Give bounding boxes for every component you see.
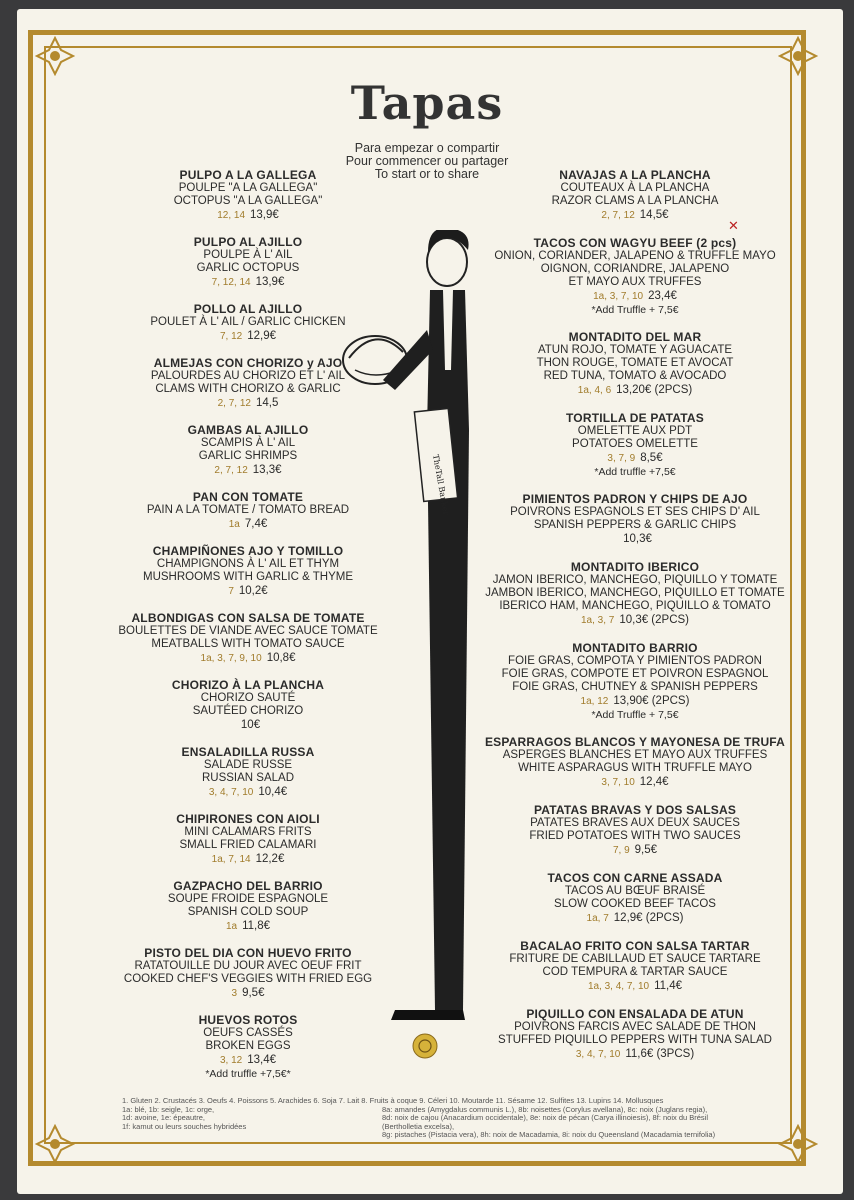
menu-item-meta (470, 532, 800, 547)
menu-item-description: JAMBON IBERICO, MANCHEGO, PIQUILLO ET TOMATE (485, 587, 785, 599)
menu-item-description: GARLIC SHRIMPS (198, 450, 298, 462)
allergen-codes: 1a, 3, 7, 10 (593, 291, 644, 302)
menu-item-name: CHAMPIÑONES AJO Y TOMILLO (152, 544, 344, 558)
menu-item-price: 8,5€ (640, 452, 663, 464)
allergen-codes: 1a, 7 (586, 913, 609, 924)
menu-item-name: ALMEJAS CON CHORIZO y AJO (153, 356, 343, 370)
menu-item-name: MONTADITO BARRIO (572, 641, 698, 655)
menu-item-name: TORTILLA DE PATATAS (565, 411, 704, 425)
menu-item-name: BACALAO FRITO CON SALSA TARTAR (520, 939, 750, 953)
menu-item-meta (470, 208, 800, 223)
menu-item-description: RAZOR CLAMS A LA PLANCHA (551, 195, 719, 207)
menu-item-name: ESPARRAGOS BLANCOS Y MAYONESA DE TRUFA (484, 735, 786, 749)
menu-item-price: 14,5€ (639, 209, 669, 221)
menu-item-price: 12,9€ (2PCS) (613, 912, 684, 924)
allergen-legend-gluten (122, 1106, 362, 1140)
menu-item-name: CHIPIRONES CON AIOLI (176, 812, 320, 826)
menu-item-description: SPANISH COLD SOUP (187, 906, 309, 918)
menu-item-price: 11,4€ (654, 980, 683, 992)
menu-item-name: ENSALADILLA RUSSA (181, 745, 315, 759)
ornament-icon (35, 1124, 75, 1164)
menu-item-meta (470, 451, 800, 466)
legend-line: 8d: noix de cajou (Anacardium occidentale), 8e: noix de pécan (Carya illinoiesis), 8f: noix du Brésil (382, 1113, 709, 1122)
apron-text: TheTall Banker (431, 453, 451, 516)
menu-item-meta (470, 775, 800, 790)
allergen-codes: 3, 7, 9 (607, 453, 636, 464)
allergen-codes: 1a (228, 519, 240, 530)
menu-item-price: 11,6€ (3PCS) (625, 1048, 695, 1060)
menu-item-name: PISTO DEL DIA CON HUEVO FRITO (144, 946, 352, 960)
menu-item-price: 10,8€ (266, 652, 296, 664)
ornament-icon (778, 1124, 818, 1164)
menu-item-description: COUTEAUX À LA PLANCHA (560, 182, 710, 194)
menu-item-meta (470, 1047, 800, 1062)
allergen-codes: 2, 7, 12 (214, 465, 248, 476)
menu-item-price: 9,5€ (242, 987, 265, 999)
menu-item-description: FOIE GRAS, COMPOTE ET POIVRON ESPAGNOL (501, 668, 769, 680)
menu-item-price: 10,3€ (623, 533, 652, 545)
menu-item-name: GAMBAS AL AJILLO (187, 423, 309, 437)
allergen-codes: 7, 12 (219, 331, 243, 342)
menu-item-price: 13,20€ (2PCS) (616, 384, 693, 396)
legend-line: (Bertholletia excelsa), (382, 1121, 455, 1131)
menu-item-description: SCAMPIS À L' AIL (200, 437, 296, 449)
allergen-codes: 3, 12 (219, 1055, 243, 1066)
menu-item (470, 236, 800, 317)
menu-item (470, 735, 800, 790)
menu-item-description: FOIE GRAS, CHUTNEY & SPANISH PEPPERS (512, 681, 758, 693)
menu-item-price: 13,9€ (255, 276, 285, 288)
menu-item-name: CHORIZO À LA PLANCHA (171, 678, 325, 692)
menu-item-price: 23,4€ (648, 290, 677, 302)
menu-item-description: GARLIC OCTOPUS (196, 262, 300, 274)
menu-item-description: SPANISH PEPPERS & GARLIC CHIPS (533, 519, 737, 531)
legend-line: 1f: kamut ou leurs souches hybridées (122, 1121, 247, 1131)
menu-item-addon: *Add Truffle + 7,5€ (591, 709, 679, 721)
menu-item-description: POULPE "A LA GALLEGA" (178, 182, 318, 194)
menu-item-description: BROKEN EGGS (205, 1040, 291, 1052)
menu-item-description: FOIE GRAS, COMPOTA Y PIMIENTOS PADRON (508, 655, 762, 667)
menu-item-description: STUFFED PIQUILLO PEPPERS WITH TUNA SALAD (498, 1034, 772, 1046)
menu-item-price: 13,90€ (2PCS) (613, 695, 690, 707)
menu-item-description: OEUFS CASSÉS (203, 1027, 293, 1039)
menu-item-meta (83, 208, 413, 223)
allergen-codes: 1a (225, 921, 238, 932)
menu-item (470, 641, 800, 722)
allergen-codes: 7, 9 (612, 845, 630, 856)
subtitle-line: Pour commencer ou partager (345, 154, 509, 168)
menu-item-addon: *Add truffle +7,5€* (205, 1068, 291, 1080)
menu-item (470, 1007, 800, 1062)
menu-item-description: OCTOPUS "A LA GALLEGA" (173, 195, 323, 207)
menu-item-price: 10,3€ (2PCS) (619, 614, 690, 626)
menu-item-description: MUSHROOMS WITH GARLIC & THYME (143, 571, 353, 583)
allergen-codes: 1a, 7, 14 (211, 854, 251, 865)
menu-item-meta (470, 289, 800, 304)
menu-item-description: SOUPE FROIDE ESPAGNOLE (167, 893, 329, 905)
legend-line: 1a: blé, 1b: seigle, 1c: orge, (122, 1104, 215, 1114)
menu-item-description: CLAMS WITH CHORIZO & GARLIC (155, 383, 341, 395)
menu-item-description: SALADE RUSSE (203, 759, 293, 771)
menu-item-description: POIVRONS ESPAGNOLS ET SES CHIPS D' AIL (510, 506, 760, 518)
menu-item-name: TACOS CON CARNE ASSADA (547, 871, 723, 885)
menu-item-description: CHAMPIGNONS À L' AIL ET THYM (156, 558, 340, 570)
menu-item-price: 13,3€ (252, 464, 282, 476)
menu-item (470, 168, 800, 223)
menu-item-description: ET MAYO AUX TRUFFES (568, 276, 702, 288)
menu-item-description: TACOS AU BŒUF BRAISÉ (564, 885, 706, 897)
allergen-codes: 1a, 3, 7 (580, 615, 615, 626)
menu-item-description: POTATOES OMELETTE (572, 438, 698, 450)
menu-item-name: ALBONDIGAS CON SALSA DE TOMATE (131, 611, 365, 625)
menu-item-description: POIVRONS FARCIS AVEC SALADE DE THON (514, 1021, 756, 1033)
menu-item (83, 168, 413, 223)
allergen-legend (122, 1097, 742, 1140)
menu-item (470, 330, 800, 398)
menu-item-description: WHITE ASPARAGUS WITH TRUFFLE MAYO (518, 762, 752, 774)
menu-item-name: PULPO A LA GALLEGA (179, 168, 317, 182)
menu-item-meta (470, 613, 800, 628)
allergen-codes: 1a, 4, 6 (577, 385, 612, 396)
menu-item-addon: *Add Truffle + 7,5€ (591, 304, 679, 316)
legend-line: 8g: pistaches (Pistacia vera), 8h: noix de Macadamia, 8i: noix du Queensland (Macadamia ternifolia) (382, 1130, 716, 1139)
legend-line: 8a: amandes (Amygdalus communis L.), 8b: noisettes (Corylus avellana), 8c: noix (Juglans regia), (382, 1104, 708, 1114)
menu-item-price: 12,2€ (255, 853, 285, 865)
menu-item-description: OMELETTE AUX PDT (577, 425, 693, 437)
menu-item (470, 411, 800, 479)
allergen-codes: 2, 7, 12 (601, 210, 635, 221)
menu-item-description: COD TEMPURA & TARTAR SAUCE (542, 966, 728, 978)
menu-item-description: BOULETTES DE VIANDE AVEC SAUCE TOMATE (118, 625, 378, 637)
menu-item-description: ATUN ROJO, TOMATE Y AGUACATE (537, 344, 733, 356)
menu-item-name: PATATAS BRAVAS Y DOS SALSAS (533, 803, 737, 817)
allergen-codes: 3, 4, 7, 10 (575, 1049, 621, 1060)
menu-item-name: GAZPACHO DEL BARRIO (173, 879, 323, 893)
allergen-codes: 2, 7, 12 (217, 398, 251, 409)
menu-item-name: POLLO AL AJILLO (193, 302, 303, 316)
menu-item-description: COOKED CHEF'S VEGGIES WITH FRIED EGG (123, 973, 373, 985)
menu-item-description: PALOURDES AU CHORIZO ET L' AIL (150, 370, 346, 382)
menu-item-price: 12,4€ (639, 776, 669, 788)
ornament-icon (778, 36, 818, 76)
subtitle-line: Para empezar o compartir (354, 141, 500, 155)
allergen-codes: 1a, 12 (580, 696, 609, 707)
subtitle-line: To start or to share (374, 167, 480, 181)
menu-item-name: NAVAJAS A LA PLANCHA (559, 168, 711, 182)
menu-item-price: 13,4€ (247, 1054, 277, 1066)
allergen-codes: 12, 14 (217, 210, 246, 221)
menu-item-name: MONTADITO IBERICO (570, 560, 700, 574)
menu-item-description: MINI CALAMARS FRITS (184, 826, 312, 838)
menu-item-description: SMALL FRIED CALAMARI (179, 839, 317, 851)
menu-item-description: THON ROUGE, TOMATE ET AVOCAT (536, 357, 734, 369)
menu-item-description: IBERICO HAM, MANCHEGO, PIQUILLO & TOMATO (499, 600, 771, 612)
menu-item-price: 10,2€ (238, 585, 268, 597)
menu-item-name: HUEVOS ROTOS (198, 1013, 298, 1027)
menu-item-description: CHORIZO SAUTÉ (200, 692, 296, 704)
menu-item-description: RUSSIAN SALAD (201, 772, 295, 784)
menu-item (470, 803, 800, 858)
menu-item-name: PIMIENTOS PADRON Y CHIPS DE AJO (522, 492, 748, 506)
menu-item-price: 10,4€ (258, 786, 288, 798)
menu-item-price: 9,5€ (634, 844, 658, 856)
menu-item-meta (470, 911, 800, 926)
menu-item-description: FRITURE DE CABILLAUD ET SAUCE TARTARE (509, 953, 761, 965)
menu-item-meta (83, 1053, 413, 1068)
chili-icon: ✕ (728, 218, 739, 233)
allergen-codes: 1a, 3, 7, 9, 10 (200, 653, 262, 664)
allergen-codes: 1a, 3, 4, 7, 10 (587, 981, 650, 992)
menu-item-meta (470, 843, 800, 858)
menu-column-right (470, 168, 800, 1075)
menu-item (470, 492, 800, 547)
menu-item-description: RATATOUILLE DU JOUR AVEC OEUF FRIT (134, 960, 362, 972)
menu-item-description: OIGNON, CORIANDRE, JALAPENO (540, 263, 730, 275)
menu-item-description: PATATES BRAVES AUX DEUX SAUCES (530, 817, 740, 829)
allergen-legend-main: 1. Gluten 2. Crustacés 3. Oeufs 4. Poissons 5. Arachides 6. Soja 7. Lait 8. Fruits à coque 9. Céleri 10. Moutarde 11. Sésame 12. Sulfites 13. Lupins 14. Mollusques (122, 1096, 664, 1105)
menu-item-meta (470, 383, 800, 398)
menu-item (470, 939, 800, 994)
menu-item-description: POULET À L' AIL / GARLIC CHICKEN (150, 316, 346, 328)
allergen-codes: 7 (228, 586, 234, 597)
ornament-icon (35, 36, 75, 76)
menu-item-description: JAMON IBERICO, MANCHEGO, PIQUILLO Y TOMATE (492, 574, 778, 586)
menu-item-price: 10€ (240, 719, 261, 731)
menu-item-meta (470, 979, 800, 994)
menu-item-price: 12,9€ (247, 330, 277, 342)
menu-item-description: SAUTÉED CHORIZO (192, 705, 304, 717)
menu-item-description: SLOW COOKED BEEF TACOS (554, 898, 716, 910)
menu-item-name: MONTADITO DEL MAR (568, 330, 702, 344)
menu-item-price: 14,5 (255, 397, 279, 409)
allergen-codes: 3, 7, 10 (601, 777, 635, 788)
allergen-codes: 7, 12, 14 (211, 277, 251, 288)
menu-item-price: 13,9€ (250, 209, 279, 221)
menu-item-addon: *Add truffle +7,5€ (594, 466, 676, 478)
menu-item-description: POULPE À L' AIL (203, 249, 293, 261)
menu-item-name: PULPO AL AJILLO (193, 235, 303, 249)
menu-item (470, 871, 800, 926)
menu-item-description: RED TUNA, TOMATO & AVOCADO (543, 370, 727, 382)
allergen-legend-nuts (382, 1106, 742, 1140)
menu-item-name: TACOS CON WAGYU BEEF (2 pcs) (533, 236, 737, 250)
menu-item (470, 560, 800, 628)
allergen-codes: 3, 4, 7, 10 (208, 787, 254, 798)
medal-icon (412, 1033, 438, 1059)
menu-item-description: MEATBALLS WITH TOMATO SAUCE (151, 638, 345, 650)
legend-line: 1d: avoine, 1e: épeautre, (122, 1113, 205, 1122)
menu-item-price: 7,4€ (244, 518, 268, 530)
menu-item-description: PAIN A LA TOMATE / TOMATO BREAD (146, 504, 350, 516)
menu-item-description: FRIED POTATOES WITH TWO SAUCES (529, 830, 741, 842)
menu-item-meta (470, 694, 800, 709)
waiter-illustration (335, 230, 485, 1020)
page-title: Tapas (350, 76, 504, 130)
menu-item-description: ASPERGES BLANCHES ET MAYO AUX TRUFFES (502, 749, 768, 761)
menu-item-name: PAN CON TOMATE (192, 490, 304, 504)
menu-item-name: PIQUILLO CON ENSALADA DE ATUN (526, 1007, 744, 1021)
allergen-codes: 3 (231, 988, 238, 999)
menu-item-description: ONION, CORIANDER, JALAPENO & TRUFFLE MAYO (494, 250, 776, 262)
menu-item (83, 1013, 413, 1081)
menu-item-price: 11,8€ (242, 920, 271, 932)
